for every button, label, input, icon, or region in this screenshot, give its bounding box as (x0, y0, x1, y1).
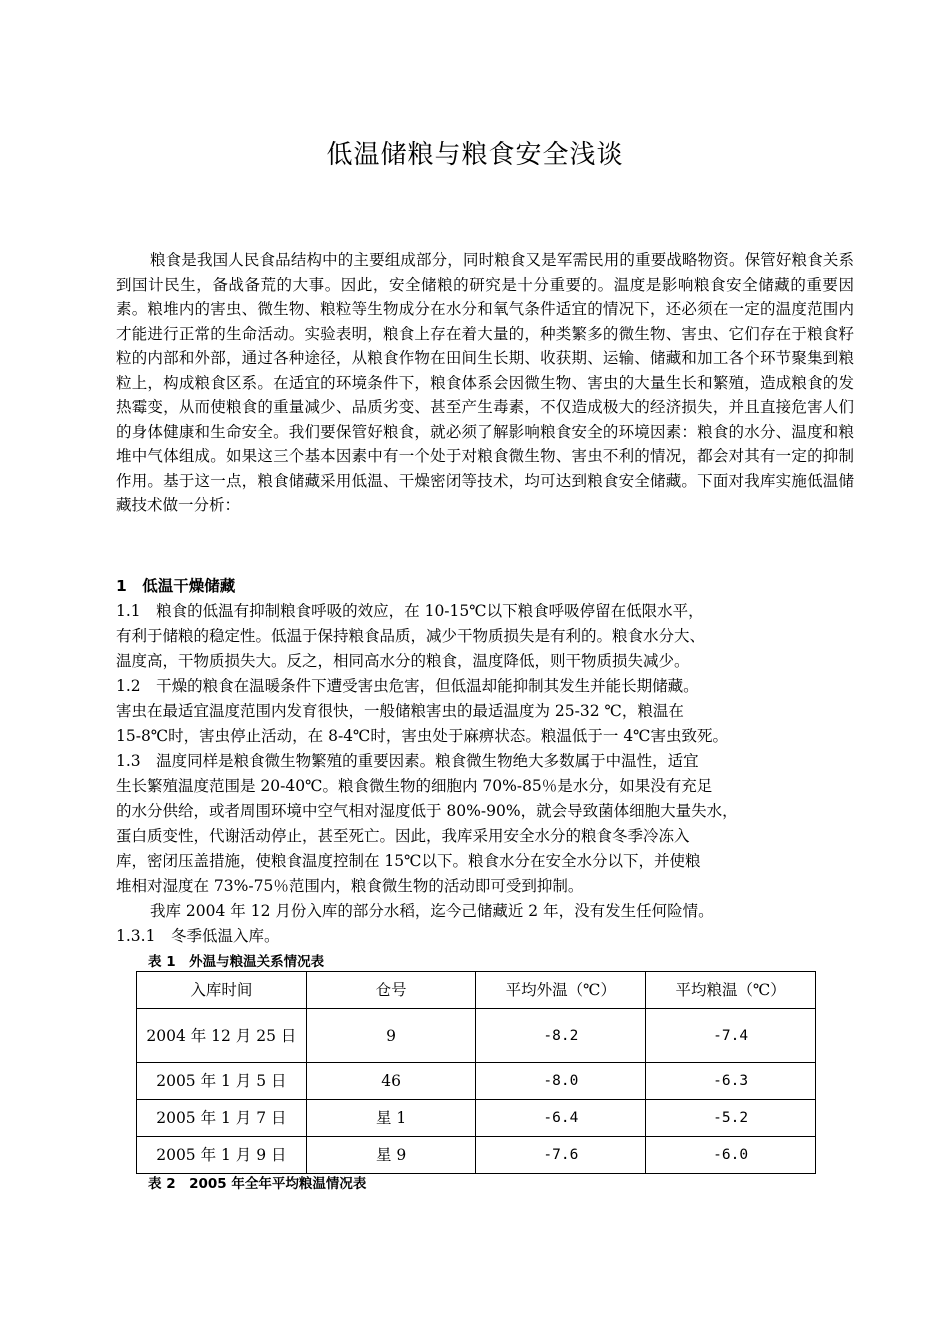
table-row (137, 1063, 816, 1100)
table-cell: -7.4 (646, 1009, 816, 1063)
paragraph-line: 1.3.1 冬季低温入库。 (116, 927, 280, 945)
table-cell: 星 9 (306, 1137, 476, 1174)
table-cell: -6.3 (646, 1063, 816, 1100)
paragraph-line: 害虫在最适宜温度范围内发育很快，一般储粮害虫的最适温度为 25-32 ℃，粮温在 (116, 702, 684, 720)
paragraph-line: 的水分供给，或者周围环境中空气相对湿度低于 80%-90%，就会导致菌体细胞大量失水， (116, 802, 738, 820)
table-cell: 2005 年 1 月 9 日 (137, 1137, 307, 1174)
section-heading-1: 1 低温干燥储藏 (116, 577, 236, 595)
table-row (137, 1100, 816, 1137)
table-header-row (137, 972, 816, 1009)
table-cell: 9 (306, 1009, 476, 1063)
paragraph-line: 温度高，干物质损失大。反之，相同高水分的粮食，温度降低，则干物质损失减少。 (116, 652, 690, 670)
table-cell: 2005 年 1 月 5 日 (137, 1063, 307, 1100)
table-header-cell: 入库时间 (137, 972, 307, 1009)
table-row (137, 1009, 816, 1063)
paragraph-line: 库，密闭压盖措施，使粮食温度控制在 15℃以下。粮食水分在安全水分以下，并使粮 (116, 852, 701, 870)
table-cell: -5.2 (646, 1100, 816, 1137)
table-row (137, 1137, 816, 1174)
paragraph-line: 生长繁殖温度范围是 20-40℃。粮食微生物的细胞内 70%-85％是水分，如果没有充足 (116, 777, 713, 795)
table-cell: -6.0 (646, 1137, 816, 1174)
table-2-caption: 表 2 2005 年全年平均粮温情况表 (148, 1176, 367, 1192)
table-header-cell: 平均粮温（℃） (646, 972, 816, 1009)
paragraph-line: 15-8℃时，害虫停止活动，在 8-4℃时，害虫处于麻痹状态。粮温低于一 4℃害虫致死。 (116, 727, 729, 745)
paragraph-line: 蛋白质变性，代谢活动停止，甚至死亡。因此，我库采用安全水分的粮食冬季冷冻入 (116, 827, 690, 845)
table-cell: -7.6 (476, 1137, 646, 1174)
table-cell: -8.0 (476, 1063, 646, 1100)
table-cell: 2004 年 12 月 25 日 (137, 1009, 307, 1063)
table-header-cell: 平均外温（℃） (476, 972, 646, 1009)
table-header-cell: 仓号 (306, 972, 476, 1009)
page-title: 低温储粮与粮食安全浅谈 (326, 140, 624, 170)
paragraph-line: 堆相对湿度在 73%-75％范围内，粮食微生物的活动即可受到抑制。 (116, 877, 584, 895)
table-cell: -6.4 (476, 1100, 646, 1137)
paragraph-line: 1.1 粮食的低温有抑制粮食呼吸的效应，在 10-15℃以下粮食呼吸停留在低限水平， (116, 602, 704, 620)
paragraph-line: 我库 2004 年 12 月份入库的部分水稻，迄今己储藏近 2 年，没有发生任何险情。 (150, 902, 714, 920)
table-cell: 星 1 (306, 1100, 476, 1137)
table-cell: -8.2 (476, 1009, 646, 1063)
table-cell: 2005 年 1 月 7 日 (137, 1100, 307, 1137)
table-cell: 46 (306, 1063, 476, 1100)
table-1-caption: 表 1 外温与粮温关系情况表 (148, 954, 325, 970)
paragraph-line: 1.2 干燥的粮食在温暖条件下遭受害虫危害，但低温却能抑制其发生并能长期储藏。 (116, 677, 699, 695)
intro-paragraph: 粮食是我国人民食品结构中的主要组成部分，同时粮食又是军需民用的重要战略物资。保管好粮食关系到国计民生，备战备荒的大事。因此，安全储粮的研究是十分重要的。温度是影响粮食安全储藏的重要因素。粮堆内的害虫、微生物、粮粒等生物成分在水分和氧气条件适宜的情况下，还必须在一定的温度范围内才能进行正常的生命活动。实验表明，粮食上存在着大量的，种类繁多的微生物、害虫、它们存在于粮食籽粒的内部和外部，通过各种途径，从粮食作物在田间生长期、收获期、运输、储藏和加工各个环节聚集到粮粒上，构成粮食区系。在适宜的环境条件下，粮食体系会因微生物、害虫的大量生长和繁殖，造成粮食的发热霉变，从而使粮食的重量减少、品质劣变、甚至产生毒素，不仅造成极大的经济损失，并且直接危害人们的身体健康和生命安全。我们要保管好粮食，就必须了解影响粮食安全的环境因素：粮食的水分、温度和粮堆中气体组成。如果这三个基本因素中有一个处于对粮食微生物、害虫不利的情况，都会对其有一定的抑制作用。基于这一点，粮食储藏采用低温、干燥密闭等技术，均可达到粮食安全储藏。下面对我库实施低温储藏技术做一分析： (116, 251, 854, 514)
paragraph-line: 有利于储粮的稳定性。低温于保持粮食品质，减少干物质损失是有利的。粮食水分大、 (116, 627, 706, 645)
table-1 (136, 971, 816, 1174)
paragraph-line: 1.3 温度同样是粮食微生物繁殖的重要因素。粮食微生物绝大多数属于中温性，适宜 (116, 752, 699, 770)
